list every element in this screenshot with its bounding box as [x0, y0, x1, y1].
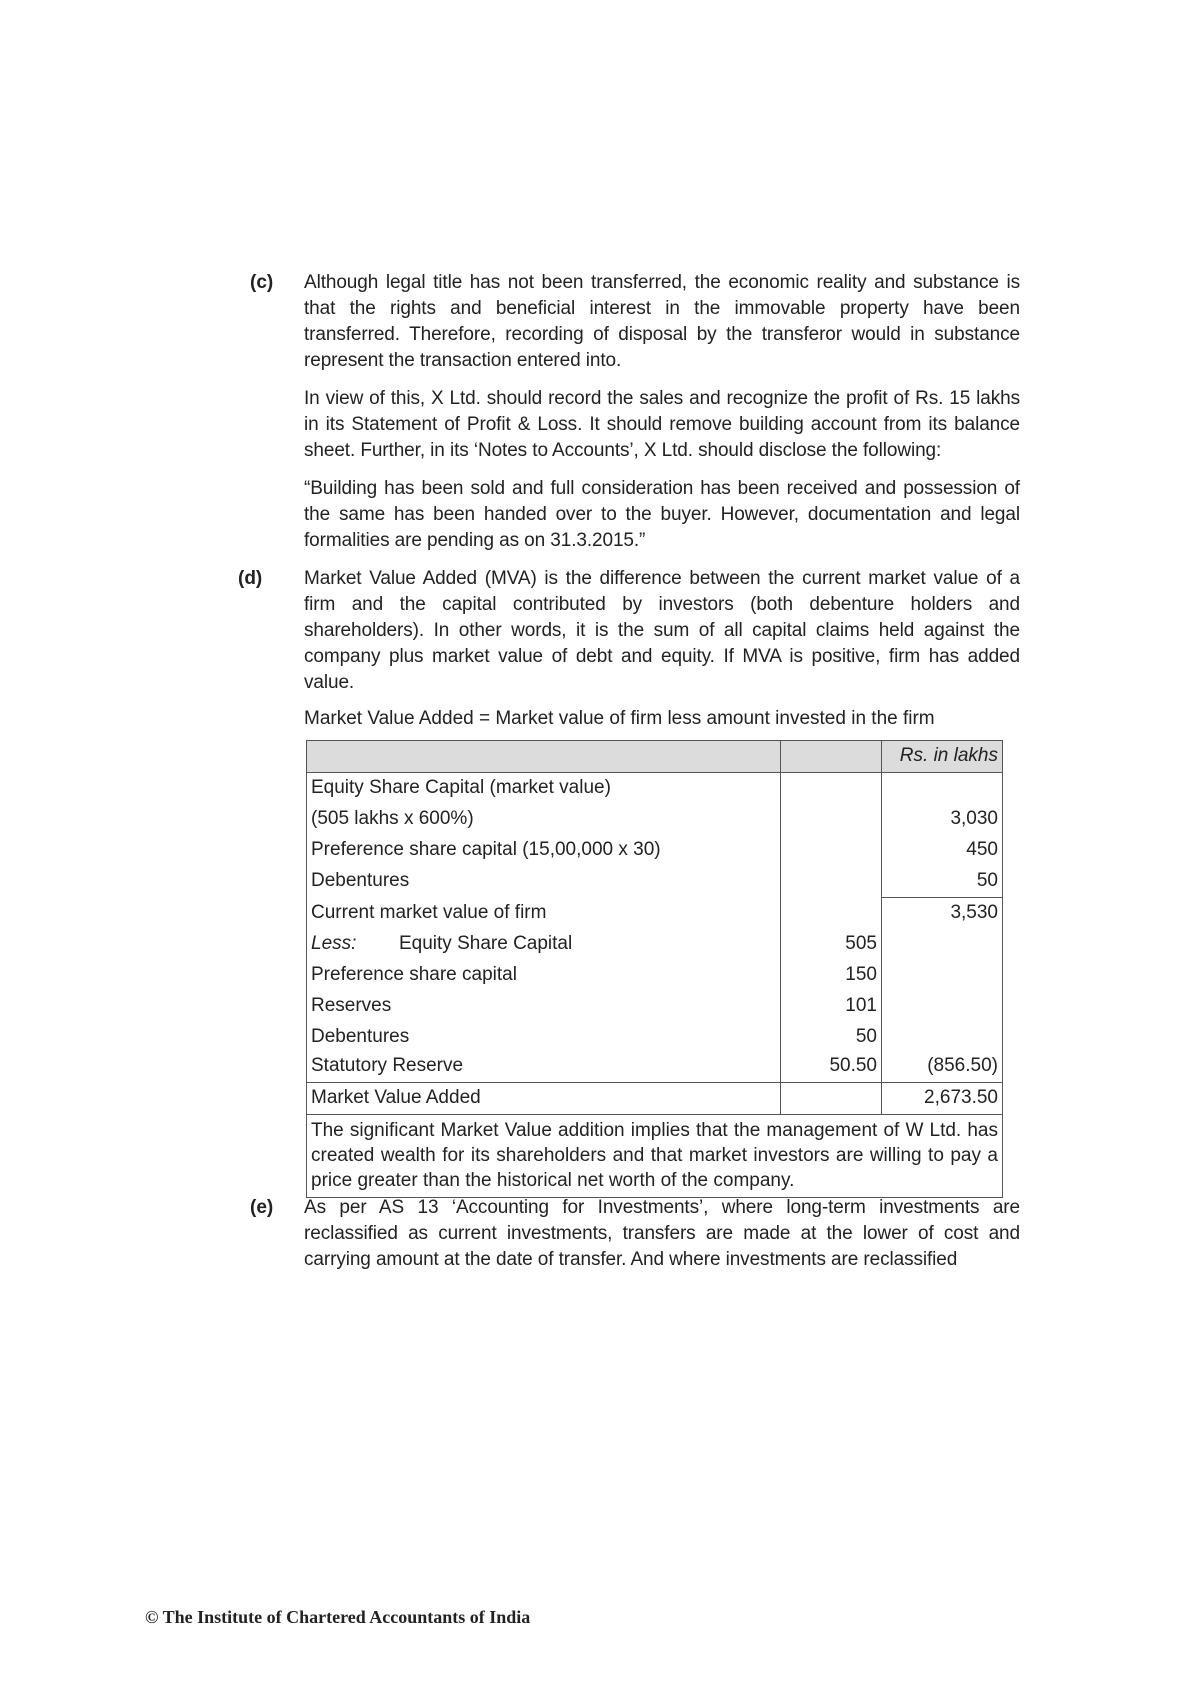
deb-label: Debentures — [307, 866, 781, 898]
less-item-label: Preference share capital — [307, 960, 781, 991]
table-row — [307, 773, 1003, 805]
page-footer: © The Institute of Chartered Accountants of India — [145, 1607, 531, 1627]
less-item-label: Equity Share Capital — [399, 933, 573, 954]
mva-label: Market Value Added — [307, 1083, 781, 1115]
mva-note: The significant Market Value addition implies that the management of W Ltd. has created wealth for its shareholders and that market investors are willing to pay a price greater than the historical net worth of the company. — [307, 1115, 1003, 1198]
mva-value: 2,673.50 — [882, 1083, 1003, 1115]
less-item-value: 150 — [781, 960, 882, 991]
less-item-value: 50 — [781, 1022, 882, 1053]
section-e-paragraph: As per AS 13 ‘Accounting for Investments’, where long-term investments are reclassified as current investments, transfers are made at the lower of cost and carrying amount at the date of transfer. And where investments are reclassified — [304, 1197, 1020, 1270]
table-header-row — [307, 741, 1003, 773]
less-item-value: 50.50 — [781, 1053, 882, 1083]
less-item-label: Debentures — [307, 1022, 781, 1053]
section-d-label: (d) — [238, 568, 263, 589]
equity-value: 3,030 — [882, 804, 1003, 835]
section-e — [250, 1195, 1020, 1283]
less-item-label: Statutory Reserve — [307, 1053, 781, 1083]
section-c — [250, 270, 1020, 564]
less-total: (856.50) — [882, 1053, 1003, 1083]
table-row — [307, 1022, 1003, 1053]
less-item-value: 101 — [781, 991, 882, 1022]
pref-value: 450 — [882, 835, 1003, 866]
table-row — [307, 1083, 1003, 1115]
table-row — [307, 898, 1003, 930]
deb-value: 50 — [882, 866, 1003, 898]
table-row — [307, 866, 1003, 898]
section-c-paragraph-2: In view of this, X Ltd. should record the sales and recognize the profit of Rs. 15 lakhs in its Statement of Profit & Loss. It should remove building account from its balance sheet. Further, in its ‘Notes to Accounts’, X Ltd. should disclose the following: — [304, 388, 1020, 461]
section-e-label: (e) — [250, 1197, 274, 1218]
less-item-label: Reserves — [307, 991, 781, 1022]
mva-table — [306, 740, 1003, 1198]
unit-header: Rs. in lakhs — [882, 741, 1003, 773]
pref-label: Preference share capital (15,00,000 x 30) — [307, 835, 781, 866]
equity-calc: (505 lakhs x 600%) — [307, 804, 781, 835]
table-row — [307, 835, 1003, 866]
table-row — [307, 991, 1003, 1022]
table-row — [307, 804, 1003, 835]
cmv-label: Current market value of firm — [307, 898, 781, 930]
table-note-row — [307, 1115, 1003, 1198]
less-item-value: 505 — [781, 929, 882, 960]
section-c-paragraph-3: “Building has been sold and full consideration has been received and possession of the same has been handed over to the buyer. However, documentation and legal formalities are pending as on 31.3.2015.” — [304, 478, 1020, 551]
cmv-value: 3,530 — [882, 898, 1003, 930]
equity-label: Equity Share Capital (market value) — [307, 773, 781, 805]
table-row — [307, 960, 1003, 991]
section-d-paragraph: Market Value Added (MVA) is the difference between the current market value of a firm and the capital contributed by investors (both debenture holders and shareholders). In other words, it is the sum of all capital claims held against the company plus market value of debt and equity. If MVA is positive, firm has added value. — [304, 568, 1020, 693]
mva-formula: Market Value Added = Market value of firm less amount invested in the firm — [304, 708, 935, 729]
less-word: Less: — [311, 933, 357, 954]
table-row — [307, 929, 1003, 960]
section-c-paragraph-1: Although legal title has not been transferred, the economic reality and substance is that the rights and beneficial interest in the immovable property have been transferred. Therefore, recording of disposal by the transferor would in substance represent the transaction entered into. — [304, 272, 1020, 371]
section-d — [238, 566, 1020, 1198]
section-c-label: (c) — [250, 272, 274, 293]
table-row — [307, 1053, 1003, 1083]
